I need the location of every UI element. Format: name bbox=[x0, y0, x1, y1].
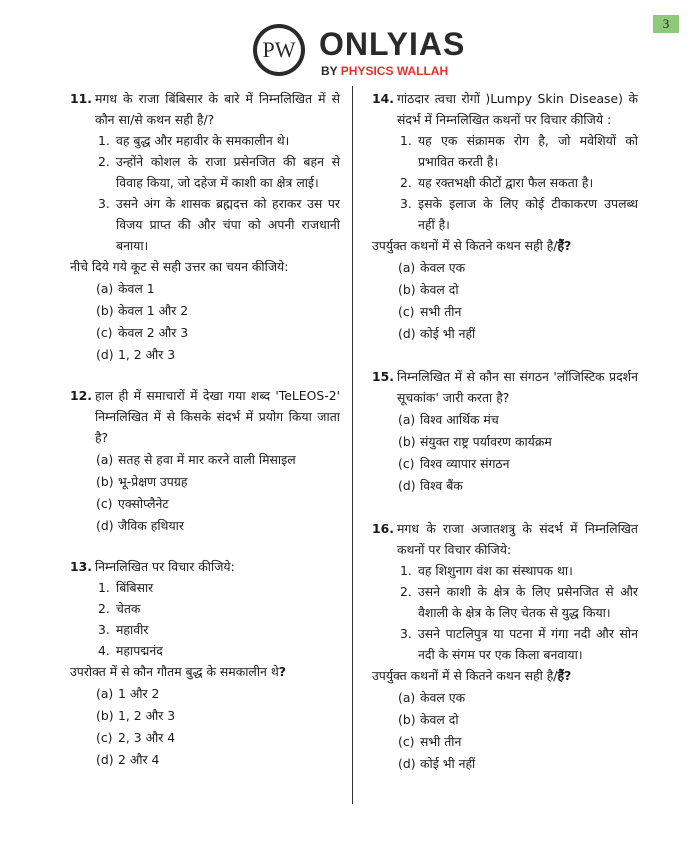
column-divider bbox=[352, 86, 353, 804]
statement: 4. महापद्मनंद bbox=[98, 643, 163, 658]
option-b[interactable]: (b) 1, 2 और 3 bbox=[96, 708, 176, 723]
question-number: 12. bbox=[70, 388, 92, 403]
statement: 3. उसने अंग के शासक ब्रह्मदत्त को हराकर उस पर विजय प्राप्त की और चंपा को अपनी राजधानी बनाया। bbox=[98, 196, 340, 253]
statement: 2. यह रक्तभक्षी कीटों द्वारा फैल सकता है। bbox=[400, 175, 594, 190]
option-c[interactable]: (c) 2, 3 और 4 bbox=[96, 730, 176, 745]
statement: 3. उसने पाटलिपुत्र या पटना में गंगा नदी और सोन नदी के संगम पर एक किला बनवाया। bbox=[400, 626, 638, 662]
option-d[interactable]: (d) 1, 2 और 3 bbox=[96, 347, 176, 362]
option-d[interactable]: (d) जैविक हथियार bbox=[96, 518, 184, 533]
left-column bbox=[70, 88, 340, 782]
option-b[interactable]: (b) संयुक्त राष्ट्र पर्यावरण कार्यक्रम bbox=[398, 434, 552, 449]
statement: 1. वह बुद्ध और महावीर के समकालीन थे। bbox=[98, 133, 290, 148]
statement: 2. चेतक bbox=[98, 601, 141, 616]
option-c[interactable]: (c) विश्व व्यापार संगठन bbox=[398, 456, 510, 471]
question-text: मगध के राजा अजातशत्रु के संदर्भ में निम्नलिखित कथनों पर विचार कीजिये: bbox=[396, 521, 638, 557]
question-number: 14. bbox=[372, 91, 394, 106]
option-c[interactable]: (c) एक्सोप्लैनेट bbox=[96, 496, 169, 511]
option-a[interactable]: (a) 1 और 2 bbox=[96, 686, 160, 701]
option-c[interactable]: (c) केवल 2 और 3 bbox=[96, 325, 189, 340]
statement: 1. यह एक संक्रामक रोग है, जो मवेशियों को प्रभावित करती है। bbox=[400, 133, 638, 169]
option-d[interactable]: (d) 2 और 4 bbox=[96, 752, 160, 767]
question-15 bbox=[372, 366, 638, 496]
answer-prompt: नीचे दिये गये कूट से सही उत्तर का चयन कीजिये: bbox=[70, 259, 289, 274]
answer-prompt: उपर्युक्त कथनों में से कितने कथन सही है/हैं? bbox=[372, 238, 572, 253]
question-number: 13. bbox=[70, 559, 92, 574]
pw-logo-icon bbox=[253, 24, 305, 76]
option-b[interactable]: (b) भू-प्रेक्षण उपग्रह bbox=[96, 474, 188, 489]
option-a[interactable]: (a) केवल एक bbox=[398, 690, 466, 705]
question-number: 16. bbox=[372, 521, 394, 536]
option-a[interactable]: (a) सतह से हवा में मार करने वाली मिसाइल bbox=[96, 452, 296, 467]
byline-prefix: BY bbox=[321, 64, 341, 78]
question-number: 15. bbox=[372, 369, 394, 384]
question-text: हाल ही में समाचारों में देखा गया शब्द 'TeLEOS-2' निम्नलिखित में से किसके संदर्भ में प्रयोग किया जाता है? bbox=[94, 388, 340, 445]
question-text: मगध के राजा बिंबिसार के बारे में निम्नलिखित में से कौन सा/से कथन सही है/? bbox=[94, 91, 340, 127]
option-c[interactable]: (c) सभी तीन bbox=[398, 734, 462, 749]
statement: 3. महावीर bbox=[98, 622, 149, 637]
option-a[interactable]: (a) केवल 1 bbox=[96, 281, 155, 296]
statement: 2. उसने काशी के क्षेत्र के लिए प्रसेनजित से और वैशाली के क्षेत्र के लिए चेतक से युद्ध किया। bbox=[400, 584, 638, 620]
option-d[interactable]: (d) कोई भी नहीं bbox=[398, 756, 476, 771]
option-b[interactable]: (b) केवल 1 और 2 bbox=[96, 303, 189, 318]
statement: 2. उन्होंने कोशल के राजा प्रसेनजित की बहन से विवाह किया, जो दहेज में काशी का क्षेत्र लाई। bbox=[98, 154, 340, 190]
question-text: निम्नलिखित पर विचार कीजिये: bbox=[94, 559, 235, 574]
question-13 bbox=[70, 556, 340, 770]
answer-prompt: उपर्युक्त कथनों में से कितने कथन सही है/हैं? bbox=[372, 668, 572, 683]
option-d[interactable]: (d) कोई भी नहीं bbox=[398, 326, 476, 341]
statement: 3. इसके इलाज के लिए कोई टीकाकरण उपलब्ध नहीं है। bbox=[400, 196, 638, 232]
question-14 bbox=[372, 88, 638, 344]
question-11 bbox=[70, 88, 340, 365]
statement: 1. वह शिशुनाग वंश का संस्थापक था। bbox=[400, 563, 573, 578]
pw-logo-mark: PW bbox=[257, 28, 301, 72]
statement: 1. बिंबिसार bbox=[98, 580, 154, 595]
brand-wordmark: ONLYIAS bbox=[319, 26, 466, 62]
question-text: गांठदार त्वचा रोगों )Lumpy Skin Disease) के संदर्भ में निम्नलिखित कथनों पर विचार कीजिये : bbox=[396, 91, 638, 127]
question-12 bbox=[70, 385, 340, 536]
answer-prompt: उपरोक्त में से कौन गौतम बुद्ध के समकालीन थे? bbox=[70, 664, 286, 679]
page-number: 3 bbox=[653, 15, 679, 33]
brand-byline bbox=[321, 64, 448, 78]
option-a[interactable]: (a) केवल एक bbox=[398, 260, 466, 275]
question-16 bbox=[372, 518, 638, 774]
right-column bbox=[372, 88, 638, 786]
question-number: 11. bbox=[70, 91, 92, 106]
onlyias-logo bbox=[253, 24, 466, 80]
option-a[interactable]: (a) विश्व आर्थिक मंच bbox=[398, 412, 499, 427]
option-c[interactable]: (c) सभी तीन bbox=[398, 304, 462, 319]
option-b[interactable]: (b) केवल दो bbox=[398, 282, 459, 297]
byline-brand: PHYSICS WALLAH bbox=[340, 64, 449, 78]
question-text: निम्नलिखित में से कौन सा संगठन 'लॉजिस्टिक प्रदर्शन सूचकांक' जारी करता है? bbox=[396, 369, 638, 405]
option-b[interactable]: (b) केवल दो bbox=[398, 712, 459, 727]
option-d[interactable]: (d) विश्व बैंक bbox=[398, 478, 463, 493]
